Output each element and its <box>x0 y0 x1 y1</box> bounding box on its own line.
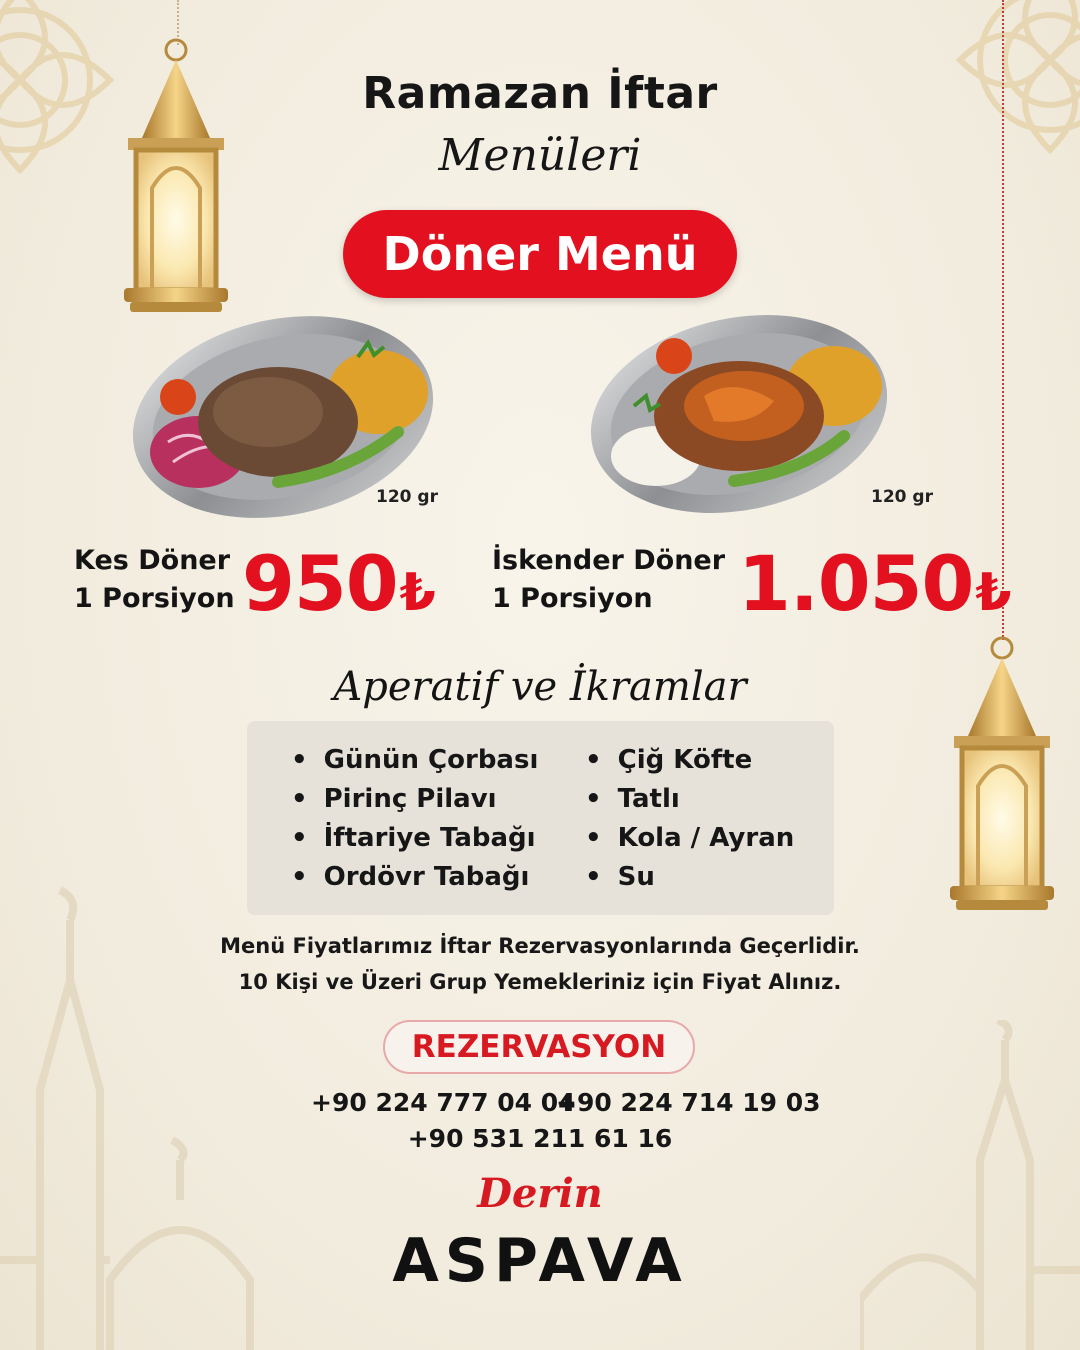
kes-doner-price-value: 950 <box>242 539 398 628</box>
kes-doner-portion: 1 Porsiyon <box>74 583 235 614</box>
list-item: • Su <box>585 858 794 897</box>
phone-number-1[interactable]: +90 224 777 04 04 <box>311 1088 576 1117</box>
list-item: • Günün Çorbası <box>291 741 538 780</box>
list-item: • Tatlı <box>585 780 794 819</box>
list-item: • Ordövr Tabağı <box>291 858 538 897</box>
iskender-doner-plate-image <box>584 306 894 516</box>
extras-list-right <box>585 741 794 897</box>
iskender-doner-label <box>492 542 725 618</box>
extras-title: Aperatif ve İkramlar <box>333 664 747 710</box>
list-item: • İftariye Tabağı <box>291 819 538 858</box>
page-subtitle: Menüleri <box>438 130 642 181</box>
phone-number-3[interactable]: +90 531 211 61 16 <box>407 1124 673 1153</box>
brand-logo-name: ASPAVA <box>392 1226 688 1296</box>
kes-doner-label <box>74 542 235 618</box>
currency-symbol: ₺ <box>399 563 435 623</box>
phone-number-2[interactable]: +90 224 714 19 03 <box>556 1088 821 1117</box>
iskender-doner-weight: 120 gr <box>871 487 933 507</box>
reservation-button[interactable]: REZERVASYON <box>383 1020 695 1074</box>
kes-doner-name: Kes Döner <box>74 545 231 576</box>
extras-list-panel <box>247 721 834 915</box>
currency-symbol: ₺ <box>975 563 1011 623</box>
iskender-doner-name: İskender Döner <box>492 545 726 576</box>
iskender-doner-price <box>738 539 1011 628</box>
kes-doner-price <box>242 539 435 628</box>
note-line-2: 10 Kişi ve Üzeri Grup Yemekleriniz için Fiyat Alınız. <box>238 970 842 994</box>
extras-list-left <box>291 741 538 897</box>
page-title: Ramazan İftar <box>362 68 718 119</box>
list-item: • Pirinç Pilavı <box>291 780 538 819</box>
note-line-1: Menü Fiyatlarımız İftar Rezervasyonlarında Geçerlidir. <box>220 934 860 958</box>
iskender-doner-price-value: 1.050 <box>738 539 974 628</box>
list-item: • Çiğ Köfte <box>585 741 794 780</box>
menu-badge: Döner Menü <box>343 210 737 298</box>
iskender-doner-portion: 1 Porsiyon <box>492 583 653 614</box>
hanging-line <box>177 0 179 45</box>
list-item: • Kola / Ayran <box>585 819 794 858</box>
brand-logo-script: Derin <box>477 1170 603 1217</box>
kes-doner-weight: 120 gr <box>376 487 438 507</box>
